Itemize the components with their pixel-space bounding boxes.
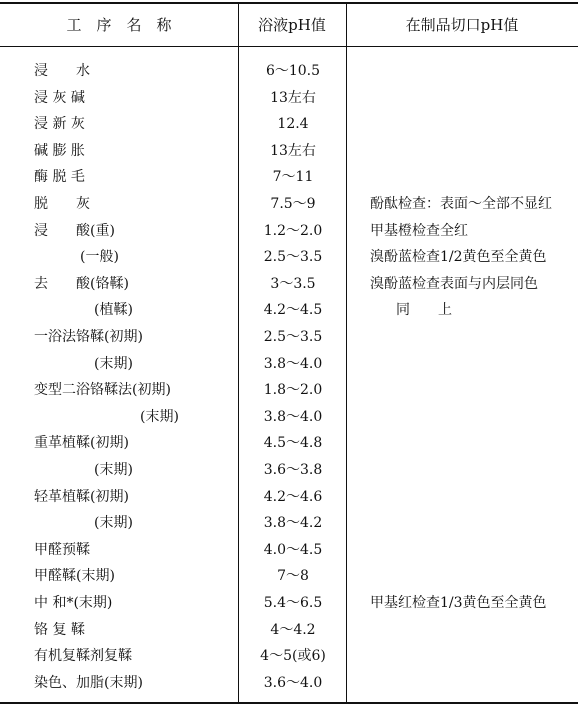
solution-ph-cell: 3.6～3.8 [263,462,323,478]
cut-ph-cell: 酚酞检查：表面～全部不显红 [370,196,552,212]
process-name-cell: 甲醛预鞣 [34,541,90,558]
process-name-cell: 脱 灰 [34,196,90,212]
table-row [0,324,578,351]
solution-ph-cell: 3.6～4.0 [263,674,323,691]
process-name-cell: 有机复鞣剂复鞣 [34,648,132,665]
table-row [0,430,578,457]
process-name-cell: 铬 复 鞣 [34,621,85,638]
cut-ph-cell: 同 上 [396,302,452,319]
process-name-cell: (末期) [94,515,133,532]
solution-ph-cell: 2.5～3.5 [263,329,323,345]
process-name-cell: 重革植鞣(初期) [34,435,129,452]
solution-ph-cell: 4.5～4.8 [263,435,323,452]
solution-ph-cell: 1.8～2.0 [263,382,323,399]
process-name-cell: 酶 脱 毛 [34,169,85,186]
solution-ph-cell: 7～11 [272,169,314,186]
process-name-cell: 一浴法铬鞣(初期) [34,329,143,345]
table-row [0,670,578,697]
solution-ph-cell: 7.5～9 [270,196,316,212]
table-row [0,85,578,112]
cut-ph-cell: 甲基橙检查全红 [370,222,468,239]
table-row [0,590,578,617]
process-name-cell: 浸 酸(重) [34,222,115,239]
table-row [0,191,578,218]
table-row [0,617,578,644]
solution-ph-cell: 7～8 [277,568,309,585]
solution-ph-cell: 4.0～4.5 [263,541,323,558]
table-row [0,244,578,271]
table-row [0,537,578,564]
table-row [0,271,578,298]
process-name-cell: 轻革植鞣(初期) [34,488,129,505]
process-name-cell: (末期) [94,462,133,478]
process-name-cell: 碱 膨 胀 [34,142,85,159]
cut-ph-cell: 溴酚蓝检查表面与内层同色 [370,275,538,292]
cut-ph-cell: 溴酚蓝检查1/2黄色至全黄色 [370,249,547,266]
header-divider [0,46,578,47]
process-name-cell: 甲醛鞣(末期) [34,568,115,585]
process-name-cell: (末期) [94,355,133,372]
solution-ph-cell: 4～5(或6) [260,648,326,665]
header-cut-ph: 在制品切口pH值 [405,16,519,34]
table-row [0,457,578,484]
solution-ph-cell: 3～3.5 [270,275,316,292]
solution-ph-cell: 3.8～4.2 [263,515,323,532]
table-row [0,643,578,670]
process-name-cell: (末期) [140,408,179,425]
solution-ph-cell: 1.2～2.0 [263,222,323,239]
table-row [0,111,578,138]
table-row [0,377,578,404]
table-row [0,404,578,431]
table-row [0,58,578,85]
solution-ph-cell: 4.2～4.5 [263,302,323,319]
solution-ph-cell: 13左右 [270,89,316,106]
table-row [0,218,578,245]
table-row [0,484,578,511]
table-row [0,164,578,191]
solution-ph-cell: 13左右 [270,142,316,159]
process-name-cell: 浸 新 灰 [34,116,85,133]
process-name-cell: 浸 水 [34,63,90,79]
table-row [0,351,578,378]
solution-ph-cell: 4～4.2 [270,621,316,638]
solution-ph-cell: 4.2～4.6 [263,488,323,505]
process-name-cell: 染色、加脂(末期) [34,674,143,691]
table-row [0,297,578,324]
process-name-cell: 去 酸(铬鞣) [34,275,129,292]
process-name-cell: (一般) [80,249,119,266]
cut-ph-cell: 甲基红检查1/3黄色至全黄色 [370,595,547,611]
solution-ph-cell: 3.8～4.0 [263,355,323,372]
solution-ph-cell: 12.4 [277,116,309,133]
process-name-cell: 变型二浴铬鞣法(初期) [34,382,171,399]
ph-table [0,2,578,704]
solution-ph-cell: 5.4～6.5 [263,595,323,611]
process-name-cell: 浸 灰 碱 [34,89,85,106]
table-row [0,563,578,590]
table-row [0,138,578,165]
table-row [0,510,578,537]
solution-ph-cell: 6～10.5 [265,63,321,79]
process-name-cell: 中 和*(末期) [34,595,113,611]
header-process-name: 工 序 名 称 [66,16,172,34]
process-name-cell: (植鞣) [94,302,133,319]
header-solution-ph: 浴液pH值 [258,16,326,34]
solution-ph-cell: 3.8～4.0 [263,408,323,425]
solution-ph-cell: 2.5～3.5 [263,249,323,266]
